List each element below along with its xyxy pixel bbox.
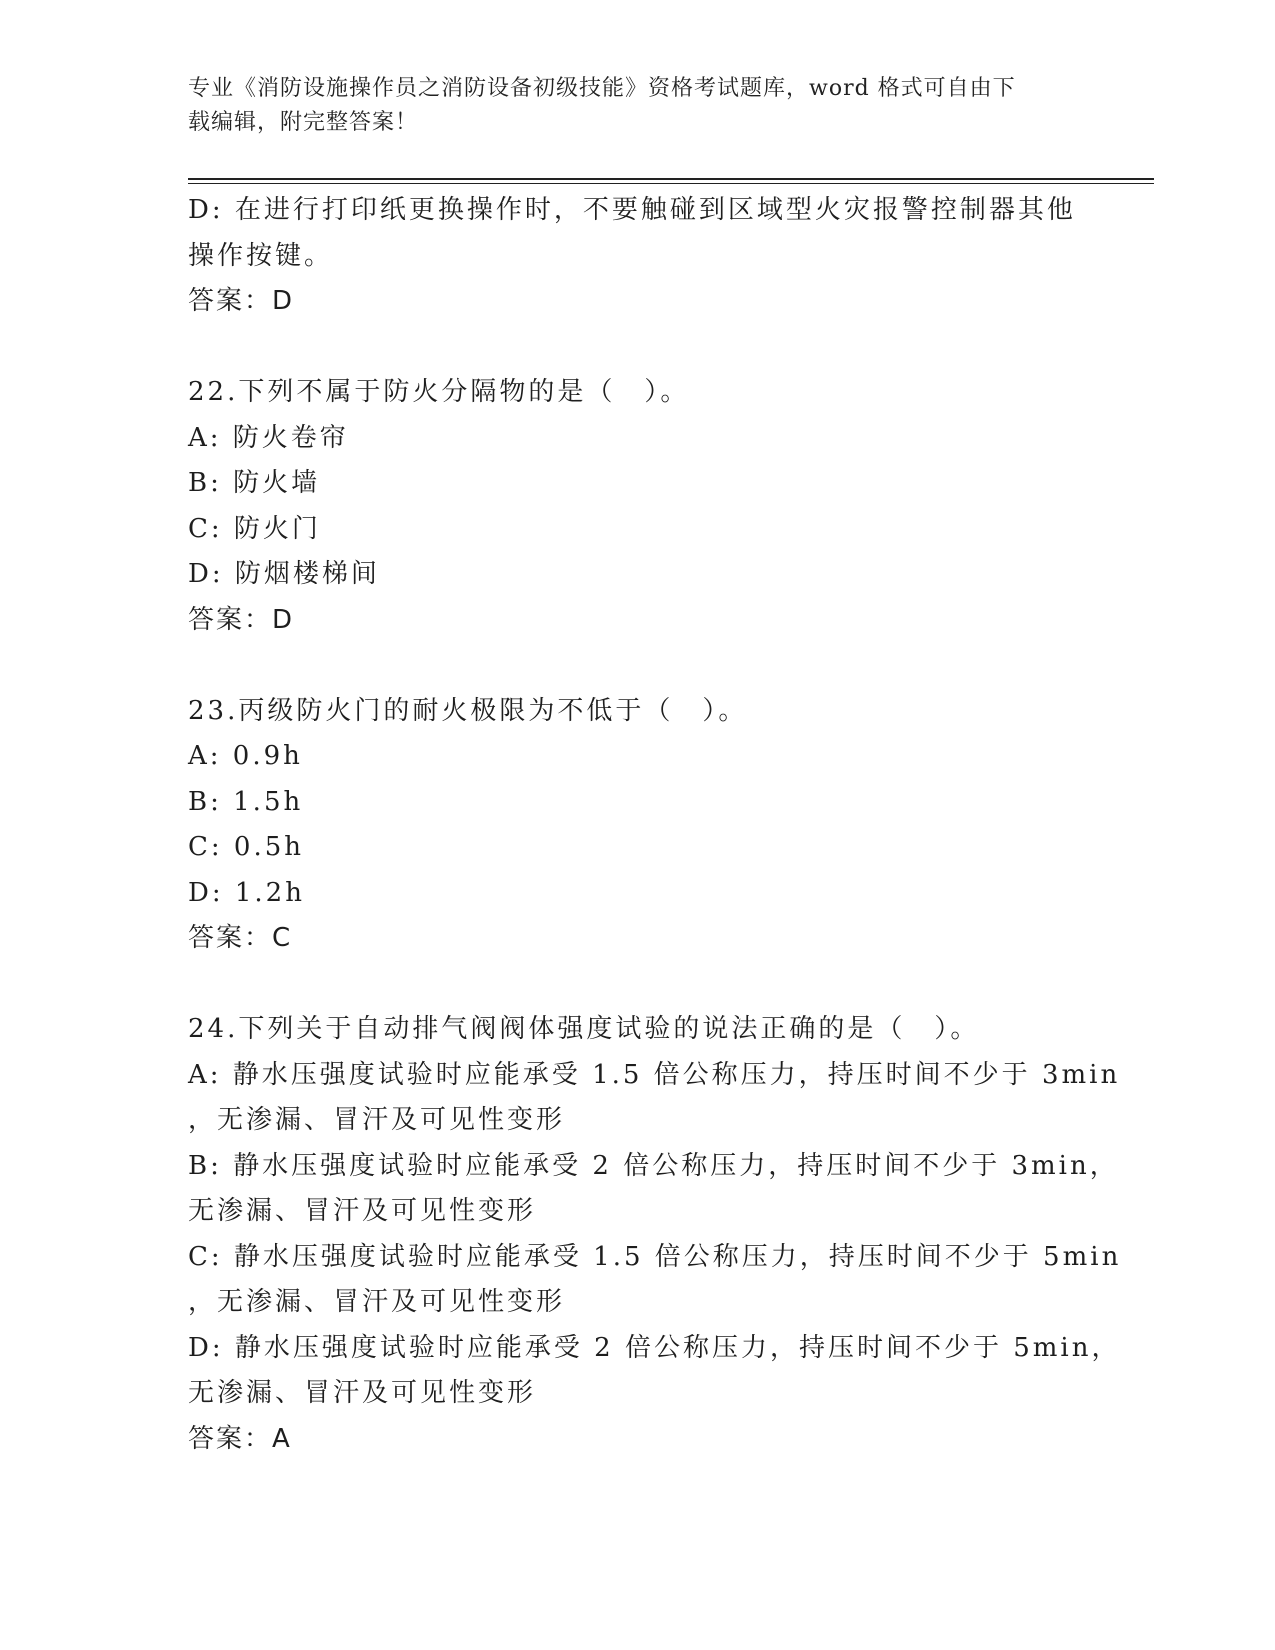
q23-stem: 23.丙级防火门的耐火极限为不低于（ ）。 xyxy=(188,695,748,726)
header-line-2: 载编辑，附完整答案！ xyxy=(188,110,419,135)
q24-option-b-line-1: B: 静水压强度试验时应能承受 2 倍公称压力，持压时间不少于 3min， xyxy=(188,1150,1119,1181)
q24-option-d-line-1: D: 静水压强度试验时应能承受 2 倍公称压力，持压时间不少于 5min， xyxy=(188,1332,1121,1363)
header-rule-thick xyxy=(188,178,1154,180)
question-23 xyxy=(188,689,1088,962)
q24-answer: 答案：A xyxy=(188,1423,292,1454)
q22-option-b: B: 防火墙 xyxy=(188,468,321,498)
q21-answer: 答案：D xyxy=(188,286,295,316)
q24-stem: 24.下列关于自动排气阀阀体强度试验的说法正确的是（ ）。 xyxy=(188,1014,980,1044)
spacer xyxy=(188,325,1088,371)
q23-option-d: D: 1.2h xyxy=(188,877,305,908)
q24-option-a-line-1: A: 静水压强度试验时应能承受 1.5 倍公称压力，持压时间不少于 3min xyxy=(188,1059,1121,1090)
header-rule-thin xyxy=(188,183,1154,184)
q23-option-a: A: 0.9h xyxy=(188,741,303,771)
q23-option-c: C: 0.5h xyxy=(188,832,305,862)
question-22 xyxy=(188,370,1088,643)
header-line-1: 专业《消防设施操作员之消防设备初级技能》资格考试题库，word 格式可自由下 xyxy=(188,76,1016,101)
spacer xyxy=(188,962,1088,1008)
q24-option-c-line-2: ，无渗漏、冒汗及可见性变形 xyxy=(188,1287,566,1317)
q22-stem: 22.下列不属于防火分隔物的是（ ）。 xyxy=(188,377,690,407)
q24-option-b-line-2: 无渗漏、冒汗及可见性变形 xyxy=(188,1196,537,1226)
q22-answer: 答案：D xyxy=(188,604,295,635)
question-24 xyxy=(188,1007,1122,1462)
spacer xyxy=(188,643,1088,689)
q22-option-c: C: 防火门 xyxy=(188,513,321,544)
q22-option-d: D: 防烟楼梯间 xyxy=(188,559,380,589)
q23-answer: 答案：C xyxy=(188,923,293,953)
q22-option-a: A: 防火卷帘 xyxy=(188,422,349,453)
q21-option-d-line-1: D: 在进行打印纸更换操作时，不要触碰到区域型火灾报警控制器其他 xyxy=(188,195,1076,225)
q23-option-b: B: 1.5h xyxy=(188,786,304,817)
question-content xyxy=(188,188,1122,1462)
q24-option-c-line-1: C: 静水压强度试验时应能承受 1.5 倍公称压力，持压时间不少于 5min xyxy=(188,1241,1122,1272)
q21-option-d-line-2: 操作按键。 xyxy=(188,240,334,271)
page-header xyxy=(188,72,1068,140)
q24-option-a-line-2: ，无渗漏、冒汗及可见性变形 xyxy=(188,1105,566,1135)
q24-option-d-line-2: 无渗漏、冒汗及可见性变形 xyxy=(188,1378,537,1408)
question-21-tail xyxy=(188,188,1088,325)
